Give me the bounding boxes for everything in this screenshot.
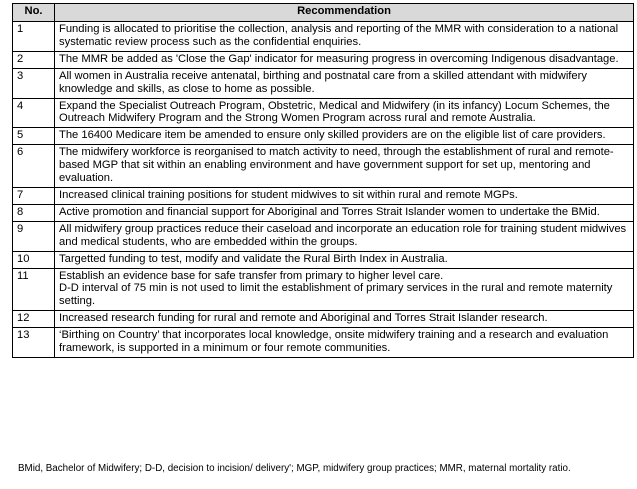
row-number: 7 [13, 187, 55, 204]
table-row [13, 22, 634, 52]
table-header-row [13, 4, 634, 22]
recommendation-text: Active promotion and financial support for Aboriginal and Torres Strait Islander women to undertake the BMid. [55, 204, 634, 221]
row-number: 1 [13, 22, 55, 52]
recommendation-text: The 16400 Medicare item be amended to ensure only skilled providers are on the eligible list of care providers. [55, 128, 634, 145]
row-number: 10 [13, 251, 55, 268]
table-row [13, 221, 634, 251]
recommendations-table [12, 3, 634, 358]
row-number: 5 [13, 128, 55, 145]
row-number: 8 [13, 204, 55, 221]
recommendation-text: All women in Australia receive antenatal, birthing and postnatal care from a skilled attendant with midwifery knowledge and skills, as close to home as possible. [55, 68, 634, 98]
table-row [13, 251, 634, 268]
table-row [13, 204, 634, 221]
recommendation-text: The midwifery workforce is reorganised to match activity to need, through the establishment of rural and remote-based MGP that sit within an enabling environment and have government support for set up, mentoring and evaluation. [55, 145, 634, 188]
row-number: 2 [13, 51, 55, 68]
recommendation-text: Expand the Specialist Outreach Program, Obstetric, Medical and Midwifery (in its infancy) Locum Schemes, the Outreach Midwifery Program and the Strong Women Program across rural and remote Australia. [55, 98, 634, 128]
row-number: 11 [13, 268, 55, 311]
table-row [13, 68, 634, 98]
row-number: 9 [13, 221, 55, 251]
table-row [13, 51, 634, 68]
recommendation-text: Targetted funding to test, modify and validate the Rural Birth Index in Australia. [55, 251, 634, 268]
table-row [13, 145, 634, 188]
row-number: 13 [13, 328, 55, 358]
table-row [13, 328, 634, 358]
row-number: 3 [13, 68, 55, 98]
recommendation-text: All midwifery group practices reduce their caseload and incorporate an education role for training student midwives and medical students, who are embedded within the groups. [55, 221, 634, 251]
row-number: 6 [13, 145, 55, 188]
table-row [13, 268, 634, 311]
table-row [13, 187, 634, 204]
abbreviations-footnote: BMid, Bachelor of Midwifery; D-D, decision to incision/ delivery'; MGP, midwifery group practices; MMR, maternal mortality ratio. [18, 463, 571, 474]
recommendation-text: Establish an evidence base for safe transfer from primary to higher level care. D-D interval of 75 min is not used to limit the establishment of primary services in the rural and remote maternity setting. [55, 268, 634, 311]
column-header-no: No. [13, 4, 55, 22]
recommendation-text: Increased research funding for rural and remote and Aboriginal and Torres Strait Islander research. [55, 311, 634, 328]
row-number: 12 [13, 311, 55, 328]
table-row [13, 311, 634, 328]
recommendation-text: Increased clinical training positions for student midwives to sit within rural and remote MGPs. [55, 187, 634, 204]
table-row [13, 98, 634, 128]
recommendation-text: ‘Birthing on Country’ that incorporates local knowledge, onsite midwifery training and a research and evaluation framework, is supported in a minimum or four remote communities. [55, 328, 634, 358]
table-row [13, 128, 634, 145]
recommendation-text: Funding is allocated to prioritise the collection, analysis and reporting of the MMR with consideration to a national systematic review process such as the confidential enquiries. [55, 22, 634, 52]
row-number: 4 [13, 98, 55, 128]
recommendation-text: The MMR be added as 'Close the Gap' indicator for measuring progress in overcoming Indigenous disadvantage. [55, 51, 634, 68]
column-header-recommendation: Recommendation [55, 4, 634, 22]
